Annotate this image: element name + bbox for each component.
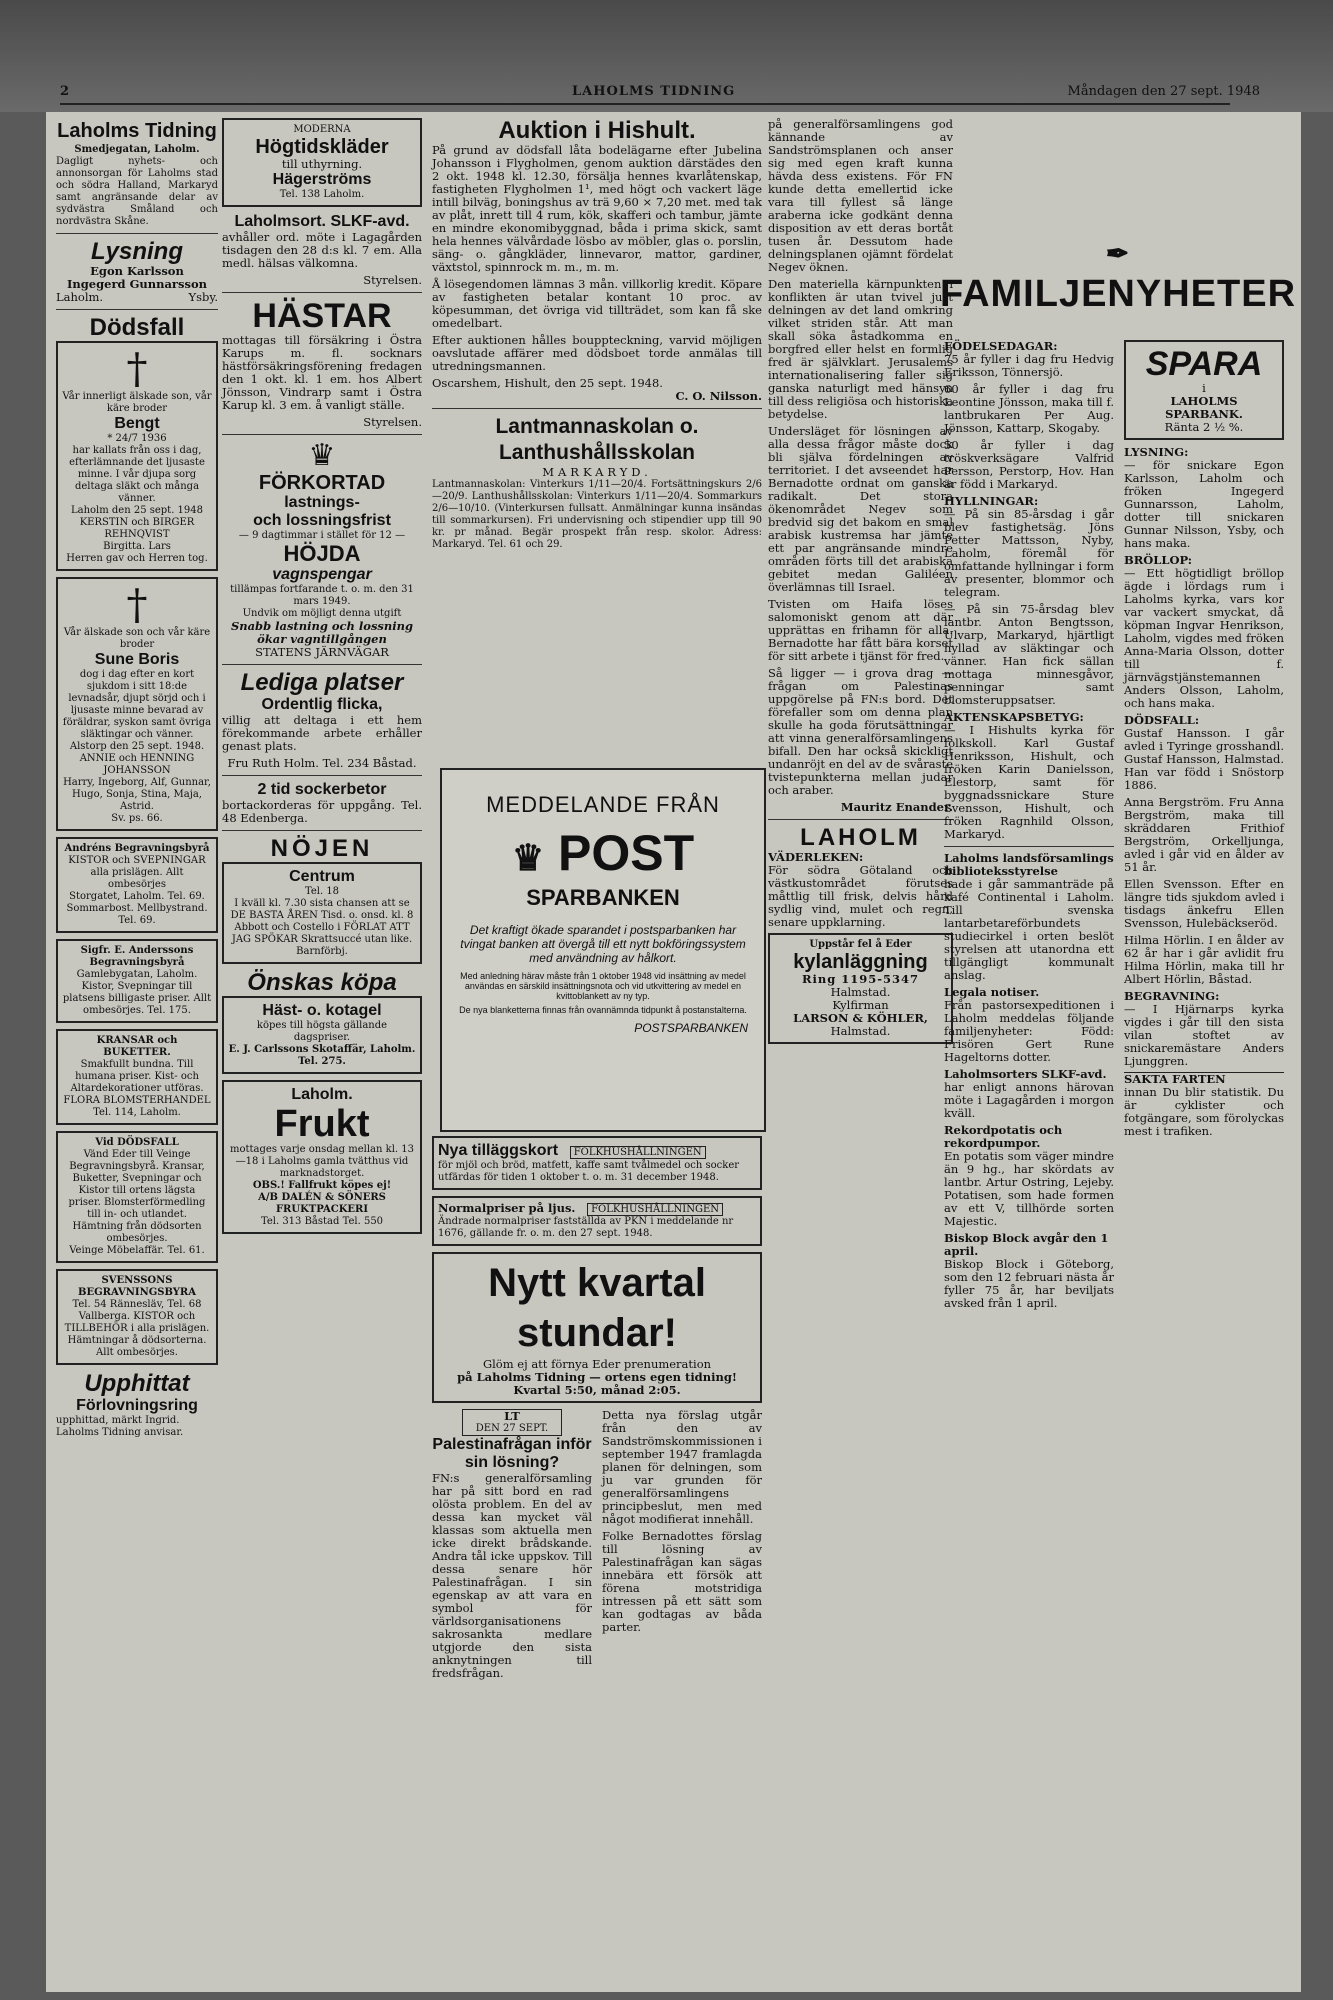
issue-date: Måndagen den 27 sept. 1948 xyxy=(1067,84,1260,99)
dod-text: Gustaf Hansson. I går avled i Tyringe grosshandl. Gustaf Hansson, Halmstad. Han var född i Snöstorp 1886. xyxy=(1124,726,1284,792)
column-3 xyxy=(432,118,762,555)
ad-veinge-title: Vid DÖDSFALL xyxy=(95,1137,179,1148)
pal-heading: Palestinafrågan inför sin lösning? xyxy=(432,1436,592,1471)
lt-date: DEN 27 SEPT. xyxy=(475,1423,549,1434)
frukt-sign: A/B DALÉN & SÖNERS FRUKTPACKERI xyxy=(258,1192,386,1215)
lands-heading: Laholms landsförsamlings biblioteksstyrelse xyxy=(944,851,1114,878)
ad-andren-title: Andréns Begravningsbyrå xyxy=(64,843,210,854)
auktion-text-3: Efter auktionen hålles bouppteckning, varvid möjligen oavslutade affärer med dödsboet torde anmälas till utredningsmannen. xyxy=(432,333,762,373)
flicka-heading: Ordentlig flicka, xyxy=(261,696,383,713)
sj-h2: lastnings- xyxy=(284,494,360,511)
ad-sigfr-address: Gamlebygatan, Laholm. xyxy=(76,969,198,980)
column-5 xyxy=(944,340,1114,1314)
post-sign: POSTSPARBANKEN xyxy=(634,1021,748,1035)
auktion-place: Oscarshem, Hishult, den 25 sept. 1948. xyxy=(432,376,663,390)
auktion-text: På grund av dödsfall låta bodelägarne efter Jubelina Johansson i Flygholmen, genom auktion därstädes den 2 okt. 1948 kl. 12.30, försälja hennes kvarlåtenskap, fastigheten Flygholmen 1¹, med högt och vackert läge intill bilväg, boningshus av trä 9,60 × 7,20 met. med tak av plåt, inrett till 4 rum, kök, skafferi och tambur, jämte en mindre ekonomibyggnad, båda i prima skick, samt hela hennes välvårdade lösbo av möbler, glas o. porslin, säng- o. gångkläder, linnevaror, mattor, gardiner, växtstol, spinnrock m. m., m. m. xyxy=(432,143,762,274)
hast-text: köpes till högsta gällande dagspriser. xyxy=(256,1020,388,1043)
ad-kransar-text: Smakfullt bundna. Till humana priser. Kist- och Altardekorationer utföras. xyxy=(70,1059,204,1094)
till-tag: FOLKHUSHÅLLNINGEN xyxy=(570,1146,706,1159)
spara-title: SPARA xyxy=(1145,345,1263,383)
fod-text-2: 60 år fyller i dag fru Leontine Jönsson, maka till f. lantbrukaren Per Aug. Jönsson, Kattarp, Skogaby. xyxy=(944,382,1114,435)
frukt-title: Frukt xyxy=(274,1103,370,1145)
bro-text: — Ett högtidligt bröllop ägde i lördags rum i Laholms kyrka, vars kor var vackert smyckat, då köpman Ingvar Henrikson, Laholm, vigdes med fröken Anna-Maria Olsson, dotter till f. järnvägstjänstemannen Anders Olsson, Laholm, och hans maka. xyxy=(1124,566,1284,710)
lt-badge-text: LT xyxy=(504,1409,520,1423)
auktion-heading: Auktion i Hishult. xyxy=(498,117,696,144)
hyll-text-2: — På sin 75-årsdag blev lantbr. Anton Bengtsson, Ulvarp, Markaryd, hjärtligt hyllad av släktingar och vänner. Han fick sällan mottaga minnesgåvor, penningar samt blomsteruppsatser. xyxy=(944,602,1114,707)
socker-text: bortackorderas för uppgång. Tel. 48 Edenberga. xyxy=(222,798,422,825)
till-text: för mjöl och bröd, matfett, kaffe samt tvålmedel och socker utfärdas för tiden 1 oktober t. o. m. 31 december 1948. xyxy=(438,1160,740,1183)
auktion-text-2: Å lösegendomen lämnas 3 mån. villkorlig kredit. Köpare av fastigheten betalar kontant 10 proc. av köpesumman, det övriga vid tillträdet, som kan få ske omedelbart. xyxy=(432,277,762,330)
hog-top: MODERNA xyxy=(293,124,351,135)
frukt-tel: Tel. 313 Båstad Tel. 550 xyxy=(260,1216,384,1227)
death1-intro: Vår innerligt älskade son, vår käre broder xyxy=(62,391,212,414)
upphittat-item: Förlovningsring xyxy=(76,1397,198,1414)
hyll-text: — På sin 85-årsdag i går blev fastighetsäg. Jöns Petter Mattsson, Nyby, Laholm, föremål för omfattande hyllningar i form av presenter, blommor och telegram. xyxy=(944,507,1114,599)
ad-kransar-shop: FLORA BLOMSTERHANDEL Tel. 114, Laholm. xyxy=(63,1095,211,1118)
frukt-text: mottages varje onsdag mellan kl. 13—18 i Laholms gamla tvätthus vid marknadstorget. xyxy=(230,1144,414,1179)
sakta-text: innan Du blir statistik. Du är cyklister och fotgängare, som förolyckas mest i trafiken. xyxy=(1124,1085,1284,1138)
page-number: 2 xyxy=(60,84,70,99)
upphittat-heading: Upphittat xyxy=(84,1370,190,1397)
pal-text: FN:s generalförsamling har på sitt bord en rad olösta problem. En del av dessa kan mycket väl klassas som aktuella men icke direkt brådskande. Andra tål icke uppskov. Till dessa senare hör Palestinafrågan. I sin egenskap av att vara en symbol för världsorganisationens sakrosankta medlare utgjorde den sista anknytningen till fredsfrågan. xyxy=(432,1471,592,1680)
akt-text: — I Hishults kyrka för folkskoll. Karl Gustaf Henriksson, Hishult, och fröken Karin Danielsson, Elestorp, samt för byggnadssnickare Sture Svensson, Hishult, och fröken Ragnhild Olsson, Markaryd. xyxy=(944,723,1114,841)
paper-description: Dagligt nyhets- och annonsorgan för Laholms stad och södra Halland, Markaryd samt angränsande delar av sydvästra Småland och nordvästra Skåne. xyxy=(56,156,218,227)
hilma-text: Hilma Hörlin. I en ålder av 62 år har i går avlidit fru Hilma Hörlin, maka till hr Albert Hörlin, Båstad. xyxy=(1124,933,1284,986)
dod-heading: DÖDSFALL: xyxy=(1124,713,1200,727)
lysning-name-2: Ingegerd Gunnarsson xyxy=(67,277,207,291)
ad-sigfr-text: Kistor, Svepningar till platsens billigaste priser. Allt ombesörjes. Tel. 175. xyxy=(62,981,212,1016)
ad-spara xyxy=(1124,340,1284,440)
bro-heading: BRÖLLOP: xyxy=(1124,553,1192,567)
sj-h6: vagnspengar xyxy=(272,566,372,583)
nytt-text: Glöm ej att förnya Eder prenumeration xyxy=(482,1357,712,1371)
ad-andren xyxy=(56,837,218,933)
ad-nytt-kvartal xyxy=(432,1252,762,1403)
hog-sub: till uthyrning. xyxy=(281,157,363,171)
norm-text: Ändrade normalpriser fastställda av PKN i meddelande nr 1676, gällande fr. o. m. den 27 sept. 1948. xyxy=(438,1216,734,1239)
slkf-heading-2: Laholmsorters SLKF-avd. xyxy=(944,1067,1107,1081)
akt-heading: AKTENSKAPSBETYG: xyxy=(944,710,1084,724)
post-h3: SPARBANKEN xyxy=(526,885,680,910)
gen-text-4: Tvisten om Haifa löses salomoniskt genom att där upprättas en frihamn för alla. Bernadotte har fått bära korset för sitt arbete i tjänst för fred. xyxy=(768,597,953,663)
column-2 xyxy=(222,118,422,1240)
frukt-obs: OBS.! Fallfrukt köpes ej! xyxy=(252,1180,392,1191)
death1-name: Bengt xyxy=(114,415,160,432)
ad-tillaggskort xyxy=(432,1136,762,1190)
ad-postsparbanken xyxy=(440,768,766,1132)
post-h2: POST xyxy=(558,825,695,881)
column-4 xyxy=(768,118,953,1050)
fam-title: FAMILJENYHETER xyxy=(939,273,1297,315)
death-notice-2 xyxy=(56,577,218,831)
lysning-place-2: Ysby. xyxy=(188,290,218,304)
centrum-text: I kväll kl. 7.30 sista chansen att se DE BASTA ÅREN Tisd. o. onsd. kl. 8 Abbott och Costello i FÖRLAT ATT JAG SPÖKAR Skrattsuccé utan like. Barnförbj. xyxy=(230,898,414,957)
mauritz-sign: Mauritz Enander. xyxy=(840,800,953,814)
dodsfall-heading: Dödsfall xyxy=(89,314,185,341)
nojen-heading: NÖJEN xyxy=(270,835,374,862)
beg-text: — I Hjärnarps kyrka vigdes i går till den sista vilan stoftet av snickaremästare Anders Ljunggren. xyxy=(1124,1002,1284,1068)
ad-veinge xyxy=(56,1131,218,1263)
ad-frukt xyxy=(222,1080,422,1234)
post-text-2: Med anledning härav måste från 1 oktober 1948 vid insättning av medel användas en särskild insättningsnota och vid utkvittering av medel en kvittoblankett av ny typ. xyxy=(460,971,746,1001)
ad-svenssons xyxy=(56,1269,218,1365)
lt-badge xyxy=(462,1409,562,1436)
hast-sign: E. J. Carlssons Skotaffär, Laholm. Tel. 275. xyxy=(228,1044,416,1067)
spara-i: i xyxy=(1202,381,1206,395)
fod-text: 75 år fyller i dag fru Hedvig Eriksson, Tönnersjö. xyxy=(944,352,1114,379)
hyll-heading: HYLLNINGAR: xyxy=(944,494,1039,508)
post-text: Det kraftigt ökade sparandet i postsparbanken har tvingat banken att övergå till ett nytt bokföringssystem med användning av hålkort. xyxy=(460,923,746,965)
lysning-heading: Lysning xyxy=(90,238,183,265)
fod-text-3: 50 år fyller i dag tröskverksägare Valfrid Persson, Perstorp, Hov. Han är född i Markaryd. xyxy=(944,438,1114,491)
cross-icon: † xyxy=(126,344,148,393)
death1-parents: KERSTIN och BIRGER REHNQVIST xyxy=(79,517,195,540)
centrum-tel: Tel. 18 xyxy=(304,886,340,897)
post-text-3: De nya blanketterna finnas från ovannämnda tidpunkt å postanstalterna. xyxy=(459,1005,747,1015)
lysning-place-1: Laholm. xyxy=(56,290,104,304)
centrum-title: Centrum xyxy=(289,868,355,885)
ad-hogtidsklader xyxy=(222,118,422,207)
lantm-place: MARKARYD. xyxy=(542,465,652,479)
paper-title: LAHOLMS TIDNING xyxy=(572,84,736,99)
gen-text-2: Den materiella kärnpunkten i konflikten är utan tvivel just delningen av det land omkring vilket striden står. Att man skall söka åstadkomma en borgfred eller helst en formlig fred är självklart. Jerusalems internationalisering faller sig ganska naturligt med hänsyn till dess religiösa och historiska betydelse. xyxy=(768,277,953,421)
upphittat-text: upphittad, märkt Ingrid. Laholms Tidning anvisar. xyxy=(56,1415,184,1438)
ad-sigfr xyxy=(56,939,218,1023)
ad-andren-text: KISTOR och SVEPNINGAR alla prislägen. Allt ombesörjes xyxy=(68,855,206,890)
sakta-heading: SAKTA FARTEN xyxy=(1124,1072,1284,1086)
column-3-lower xyxy=(432,1136,762,1684)
death1-siblings: Birgitta. Lars xyxy=(103,541,171,552)
pen-icon: ✒ xyxy=(1105,238,1131,269)
hastar-heading: HÄSTAR xyxy=(252,297,392,335)
frukt-top: Laholm. xyxy=(291,1086,353,1103)
sj-h5: HÖJDA xyxy=(283,541,361,566)
socker-heading: 2 tid sockerbetor xyxy=(257,781,387,798)
slkf-text-2: har enligt annons härovan möte i Lagagården i morgon kväll. xyxy=(944,1080,1114,1120)
column-1 xyxy=(56,118,218,1439)
sj-sign: STATENS JÄRNVÄGAR xyxy=(255,645,389,659)
sj-text-2: Undvik om möjligt denna utgift xyxy=(242,608,402,619)
kyl-city: Halmstad. xyxy=(830,985,891,999)
death2-name: Sune Boris xyxy=(94,651,180,668)
paper-address: Smedjegatan, Laholm. xyxy=(74,144,200,155)
vader-text: För södra Götaland och västkustområdet förutses måttlig till frisk, delvis hård sydlig vind, mulet och regn, senare uppklarning. xyxy=(768,863,953,929)
lys-heading: LYSNING: xyxy=(1124,445,1189,459)
ad-svenssons-title: SVENSSONS BEGRAVNINGSBYRA xyxy=(78,1275,196,1298)
legala-text: Från pastorsexpeditionen i Laholm meddelas följande familjenyheter: Född: Frisören Gert Rune Hageltorns dotter. xyxy=(944,998,1114,1064)
kyl-title: kylanläggning xyxy=(793,951,928,973)
sj-h3: och lossningsfrist xyxy=(253,512,391,529)
ad-veinge-text: Vänd Eder till Veinge Begravningsbyrå. Kransar, Buketter, Svepningar och Kistor till ortens lägsta priser. Blomsterförmedling till in- och utlandet. Hämtning från dödsorten ombesörjes. xyxy=(68,1149,206,1244)
post-logo xyxy=(442,826,764,885)
flicka-sign: Fru Ruth Holm. Tel. 234 Båstad. xyxy=(227,756,417,770)
slkf-heading: Laholmsort. SLKF-avd. xyxy=(234,213,410,230)
death2-siblings: Harry, Ingeborg, Alf, Gunnar, Hugo, Sonja, Stina, Maja, Astrid. xyxy=(63,777,211,812)
ellen-text: Ellen Svensson. Efter en längre tids sjukdom avled i tisdags änkefru Ellen Svensson, Hulebäckseröd. xyxy=(1124,877,1284,930)
death2-text: dog i dag efter en kort sjukdom i sitt 18:de levnadsår, djupt sörjd och i ljusaste minne bevarad av föräldrar, syskon samt övriga släktingar och vänner. xyxy=(62,669,212,740)
sj-text: tillämpas fortfarande t. o. m. den 31 mars 1949. xyxy=(230,584,414,607)
lands-text: hade i går sammanträde på kafé Continental i Laholm. Till svenska lantarbetareförbundets studiecirkel i orten beslöt styrelsen att utanordna ett tillgängligt kommunalt anslag. xyxy=(944,877,1114,982)
death2-intro: Vår älskade son och vår käre broder xyxy=(63,627,211,650)
gen-text-3: Undersläget för lösningen av alla dessa frågor måste dock bli själva fördelningen av territoriet. I det avseendet har Bernadotte ordnat om ganska radikalt. Det stora ökenområdet Negev som bredvid sig det bakom en smal arabisk kustremsa har jämte ett par angränsande mindre områden förts till det arabiska gebitet medan Galiléen överlämnas till Israel. xyxy=(768,424,953,594)
slkf-sign: Styrelsen. xyxy=(363,273,422,287)
spara-rate: Ränta 2 ½ %. xyxy=(1164,420,1244,434)
familjenyheter-heading xyxy=(938,230,1298,316)
vader-heading: VÄDERLEKEN: xyxy=(768,850,864,864)
death2-parents: ANNIE och HENNING JOHANSSON xyxy=(79,753,195,776)
flicka-text: villig att deltaga i ett hem förekommande arbete erhåller genast plats. xyxy=(222,713,422,753)
onskas-heading: Önskas köpa xyxy=(247,969,397,996)
post-h1: MEDDELANDE FRÅN xyxy=(486,792,720,817)
rek-text: En potatis som väger mindre än 9 hg., har skördats av lantbr. Artur Ostring, Lejeby. Potatisen, som hade formen av ett V, tillhörde sorten Majestic. xyxy=(944,1149,1114,1228)
death2-reference: Sv. ps. 66. xyxy=(111,813,163,824)
kyl-city-2: Halmstad. xyxy=(830,1024,891,1038)
ad-andren-address-2: Sommarbost. Mellbystrand. Tel. 69. xyxy=(66,903,208,926)
ad-svenssons-text: Tel. 54 Rännesläv, Tel. 68 Vallberga. KISTOR och TILLBEHÖR i alla prislägen. Hämtningar å dödsorterna. Allt ombesörjes. xyxy=(64,1299,210,1358)
spara-bank: LAHOLMS SPARBANK. xyxy=(1165,394,1243,421)
ad-veinge-shop: Veinge Möbelaffär. Tel. 61. xyxy=(69,1245,205,1256)
hog-shop: Hägerströms xyxy=(272,171,372,188)
kyl-firm: Kylfirman xyxy=(832,998,889,1012)
norm-tag: FOLKHUSHÅLLNINGEN xyxy=(587,1203,723,1216)
masthead xyxy=(60,84,1300,104)
crown-icon: ♛ xyxy=(308,438,336,473)
fod-heading: FÖDELSEDAGAR: xyxy=(944,339,1058,353)
legala-heading: Legala notiser. xyxy=(944,985,1040,999)
ad-centrum xyxy=(222,862,422,964)
sj-h4: — 9 dagtimmar i stället för 12 — xyxy=(238,530,406,541)
nytt-heading: Nytt kvartal stundar! xyxy=(488,1261,706,1355)
beg-heading: BEGRAVNING: xyxy=(1124,989,1220,1003)
lysning-name-1: Egon Karlsson xyxy=(90,264,184,278)
ad-sigfr-title: Sigfr. E. Anderssons Begravningsbyrå xyxy=(80,945,194,968)
death2-place: Alstorp den 25 sept. 1948. xyxy=(69,741,205,752)
death1-text: har kallats från oss i dag, efterlämnande det ljusaste minne. I vår djupa sorg deltaga släkt och många vänner. xyxy=(69,445,205,504)
hog-tel: Tel. 138 Laholm. xyxy=(279,189,365,200)
biskop-text: Biskop Block i Göteborg, som den 12 februari nästa år fyller 75 år, har beviljats avsked från 1 april. xyxy=(944,1257,1114,1310)
hastar-sign: Styrelsen. xyxy=(363,415,422,429)
pal-text-3: Folke Bernadottes förslag till lösning av Palestinafrågan kan sägas innebära ett försök att förena motstridiga intressen på ett sätt som kan godtagas av båda parter. xyxy=(602,1529,762,1634)
lys-text: — för snickare Egon Karlsson, Laholm och fröken Ingegerd Gunnarsson, Laholm, dotter till snickaren Gunnar Nilsson, Ysby, och hans maka. xyxy=(1124,458,1284,550)
crown-icon: ♛ xyxy=(511,837,545,878)
norm-heading: Normalpriser på ljus. xyxy=(438,1201,576,1215)
anna-text: Anna Bergström. Fru Anna Bergström, maka till skräddaren Frithiof Bergström, Orkelljunga, avled i går vid en ålder av 51 år. xyxy=(1124,795,1284,874)
pal-text-2: Detta nya förslag utgår från den av Sandströmskommissionen i september 1947 framlagda planen för delningen, som ju var grunden för generalförsamlingens principbeslut, men med något modifierat innehåll. xyxy=(602,1408,762,1526)
gen-text: på generalförsamlingens god kännande av Sandströmsplanen och anser sig med egen kraft kunna hävda dess existens. För FN kunde detta emellertid icke vara till fyllest så länge araberna icke godkänt denna disposition av ett deras bortåt tusen år. Dessutom hade delningsplanen ojämnt fördelat Negev öknen. xyxy=(768,117,953,274)
ad-kransar xyxy=(56,1029,218,1125)
death1-footer: Herren gav och Herren tog. xyxy=(66,553,208,564)
hog-title: Högtidskläder xyxy=(255,136,389,158)
ad-kransar-title: KRANSAR och BUKETTER. xyxy=(96,1035,178,1058)
hastar-text: mottagas till försäkring i Östra Karups m. fl. socknars hästförsäkringsförening fredagen den 1 okt. kl. 1 em. hos Albert Jönsson, Vindrarp samt i Östra Karup kl. 3 em. å vanligt ställe. xyxy=(222,333,422,412)
gen-text-5: Så ligger — i grova drag — frågan om Palestinas uppgörelse på FN:s bord. Det förefaller som om denna plan skulle ha goda förutsättningar att vinna generalförsamlingens bifall. Den har också skickligt undanröjt en del av de svåraste tvistepunkterna mellan judar och araber. xyxy=(768,666,953,797)
sj-h1: FÖRKORTAD xyxy=(258,472,386,494)
kyl-phone: Ring 1195-5347 xyxy=(801,972,920,986)
column-6 xyxy=(1124,340,1284,1142)
hast-title: Häst- o. kotagel xyxy=(262,1002,382,1019)
kyl-top: Uppstår fel å Eder xyxy=(809,939,912,950)
cross-icon: † xyxy=(126,580,148,629)
till-heading: Nya tilläggskort xyxy=(438,1142,559,1159)
rek-heading: Rekordpotatis och rekordpumpor. xyxy=(944,1123,1063,1150)
nytt-text-2: på Laholms Tidning — ortens egen tidning! xyxy=(457,1370,737,1384)
ad-hast xyxy=(222,996,422,1074)
ad-normalpriser xyxy=(432,1196,762,1246)
death1-born: * 24/7 1936 xyxy=(107,433,167,444)
kyl-firm-2: LARSON & KÖHLER, xyxy=(793,1011,928,1025)
death-notice-1 xyxy=(56,341,218,571)
death1-place: Laholm den 25 sept. 1948 xyxy=(70,505,204,516)
lantm-text: Lantmannaskolan: Vinterkurs 1/11—20/4. Fortsättningskurs 2/6—20/9. Lanthushållsskolan: Vinterkurs 1/11—20/4. Sommarkurs 2/6—10/10. (Vinterkursen fullsatt. Anmälningar kunna insändas till sommarkursen). Fri undervisning och stipendier upp till 90 kr. pr månad. Begär prospekt från resp. skolor. Adress: Markaryd. Tel. 61 och 29. xyxy=(432,479,762,550)
ad-kylanlaggning xyxy=(768,933,953,1044)
laholm-heading: LAHOLM xyxy=(800,824,921,851)
lysning-places xyxy=(56,291,218,304)
lantm-heading: Lantmannaskolan o. Lanthushållsskolan xyxy=(495,415,699,464)
ad-andren-address: Storgatet, Laholm. Tel. 69. xyxy=(69,891,205,902)
header-rule xyxy=(60,103,1230,105)
slkf-text: avhåller ord. möte i Lagagården tisdagen den 28 d:s kl. 7 em. Alla medl. hälsas välkomna. xyxy=(222,230,422,270)
lediga-heading: Lediga platser xyxy=(240,669,404,696)
biskop-heading: Biskop Block avgår den 1 april. xyxy=(944,1231,1109,1258)
sj-h7: Snabb lastning och lossning ökar vagntillgången xyxy=(230,619,414,646)
auktion-sign: C. O. Nilsson. xyxy=(675,389,762,403)
nytt-price: Kvartal 5:50, månad 2:05. xyxy=(513,1383,681,1397)
paper-name: Laholms Tidning xyxy=(57,120,217,142)
